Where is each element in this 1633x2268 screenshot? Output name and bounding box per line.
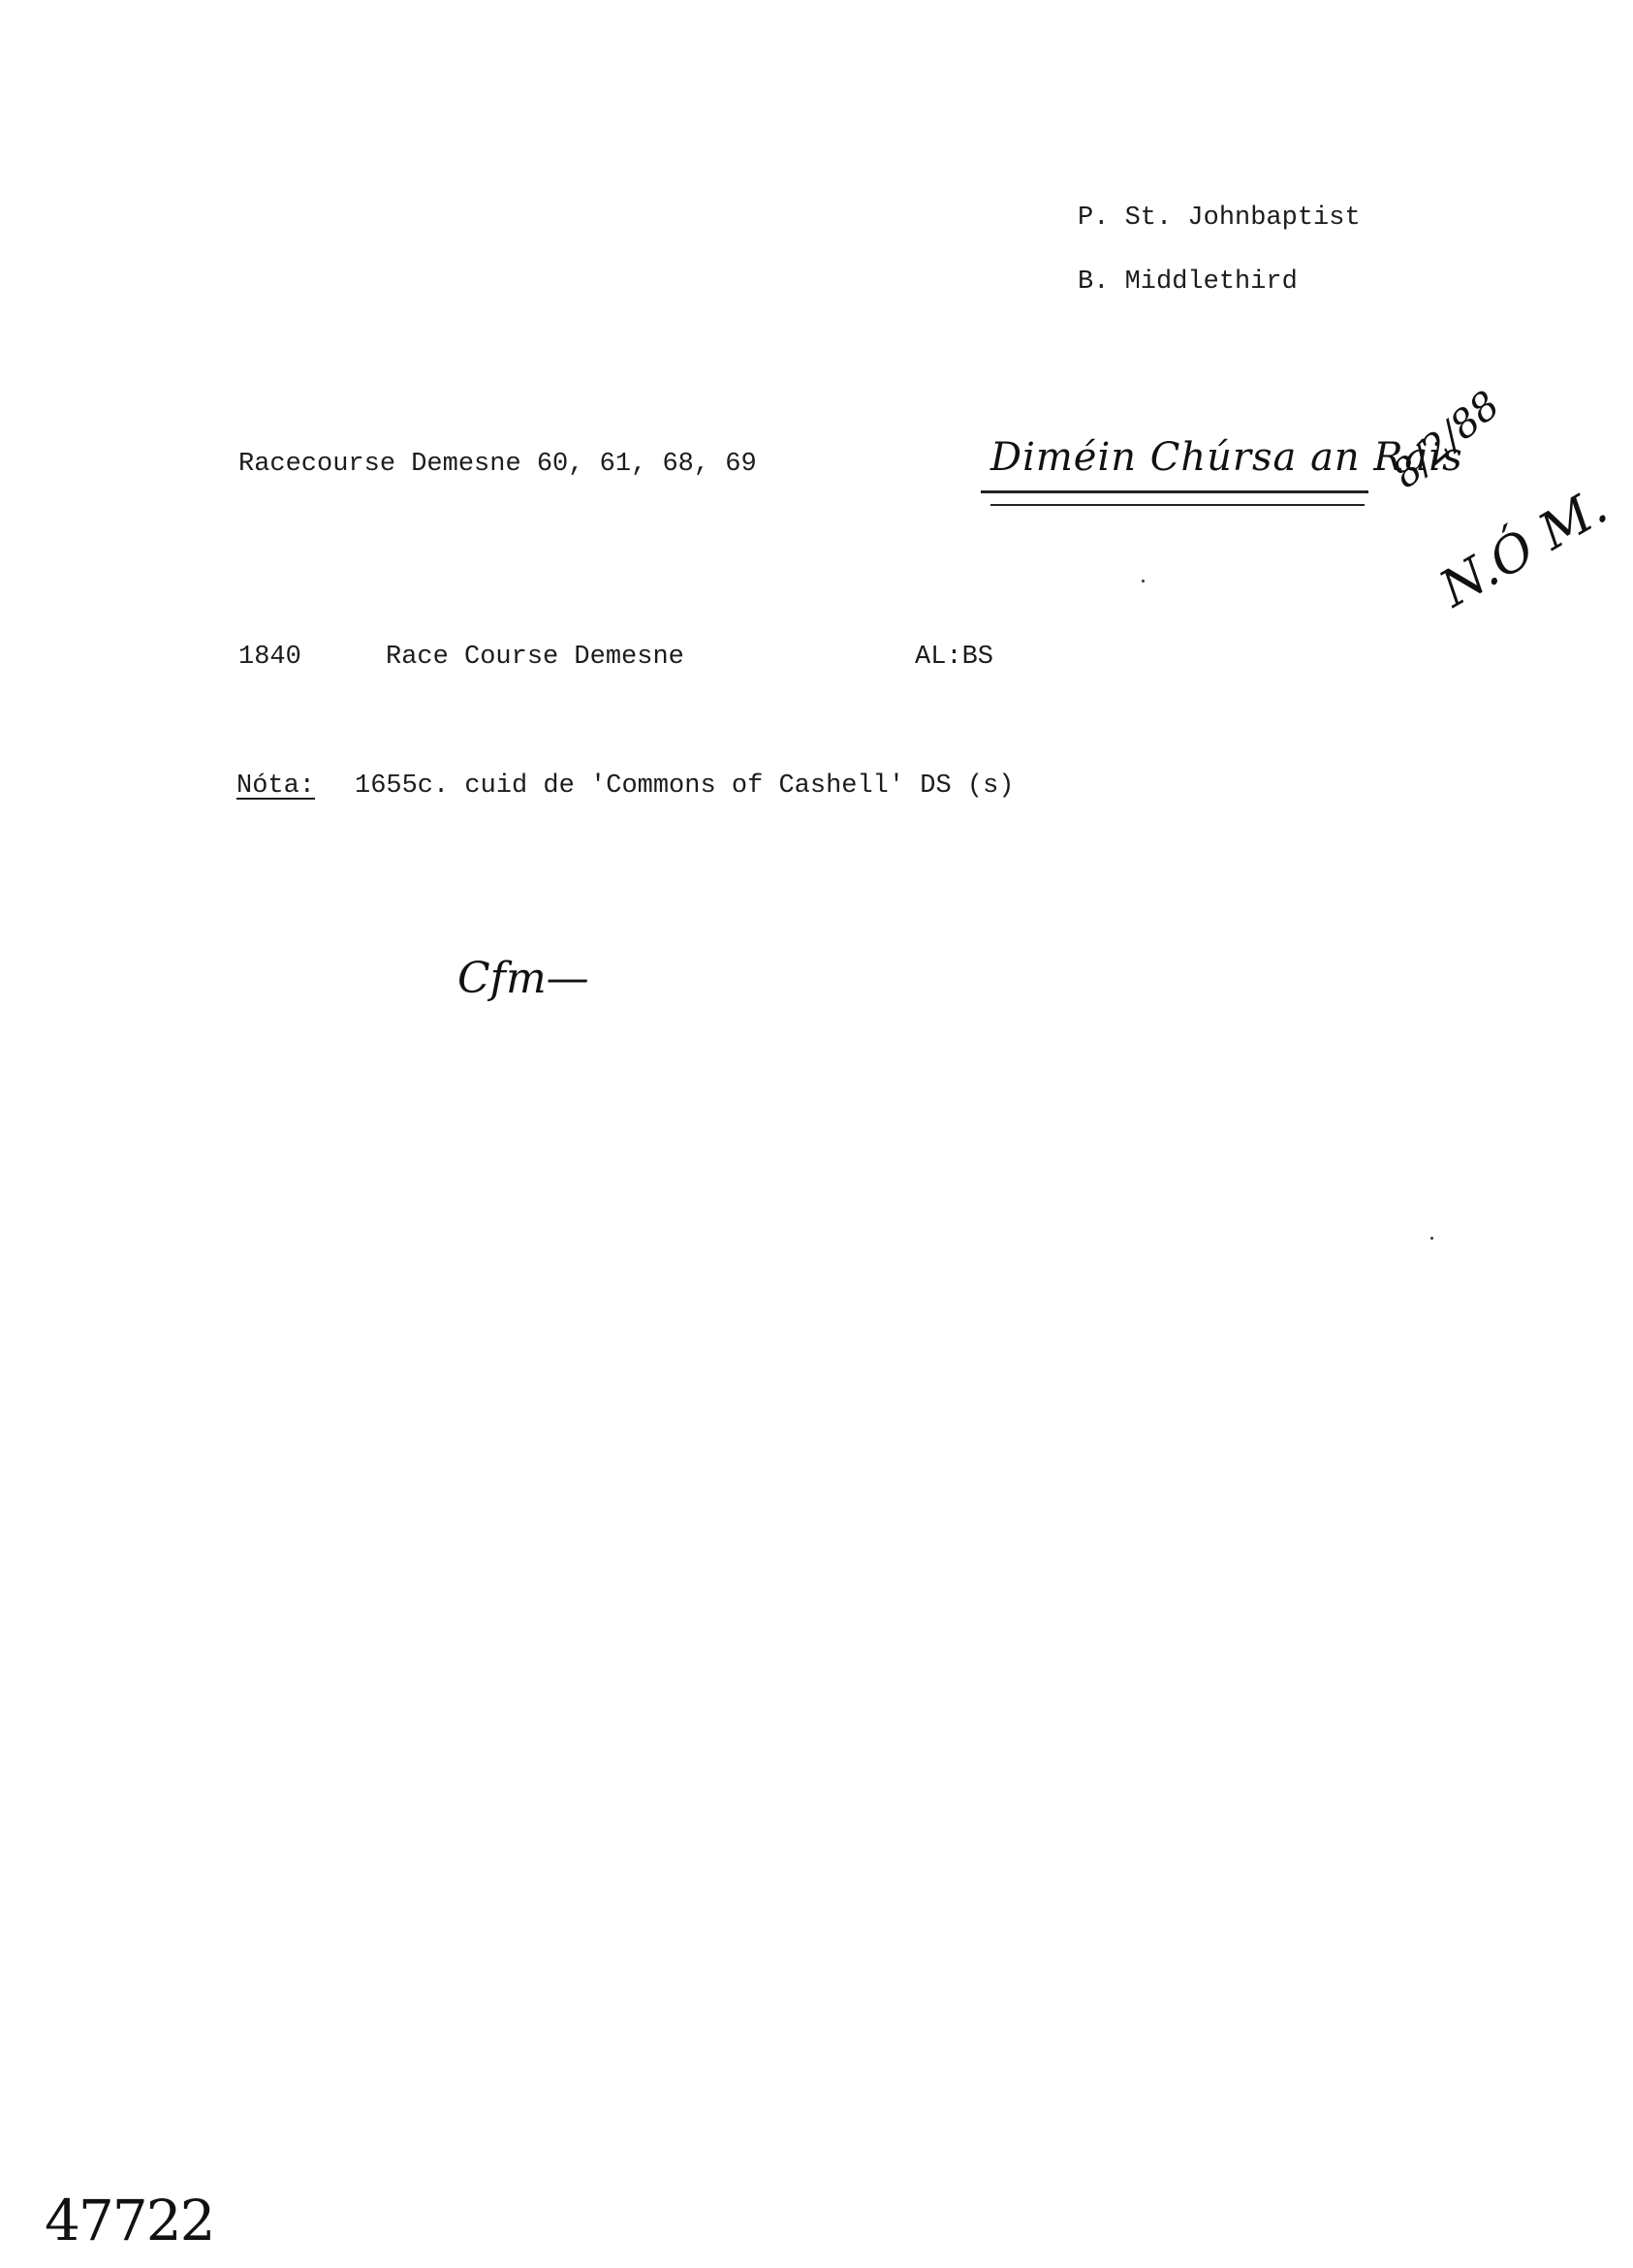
scan-speck [1142,580,1145,583]
note-text: 1655c. cuid de 'Commons of Cashell' DS (s) [355,772,1015,801]
townland-entry: Racecourse Demesne 60, 61, 68, 69 [238,450,757,479]
irish-name-underline-bottom [990,504,1365,506]
note-label: Nóta: [236,772,316,801]
catalogue-number: 47722 [45,2188,214,2253]
record-source: AL:BS [915,643,994,672]
irish-name-underline-top [981,490,1368,493]
parish-line: P. St. Johnbaptist [1078,204,1361,233]
handwritten-mark: Cfm— [457,954,589,1003]
scan-speck [1430,1237,1433,1240]
record-year: 1840 [238,643,301,672]
irish-name-handwritten: Diméin Chúrsa an Ráis [990,435,1463,480]
barony-line: B. Middlethird [1078,268,1298,297]
record-name: Race Course Demesne [386,643,684,672]
handwritten-initials: N.Ó M. [1430,477,1617,619]
handwritten-date: 8/2/88 [1384,382,1509,497]
